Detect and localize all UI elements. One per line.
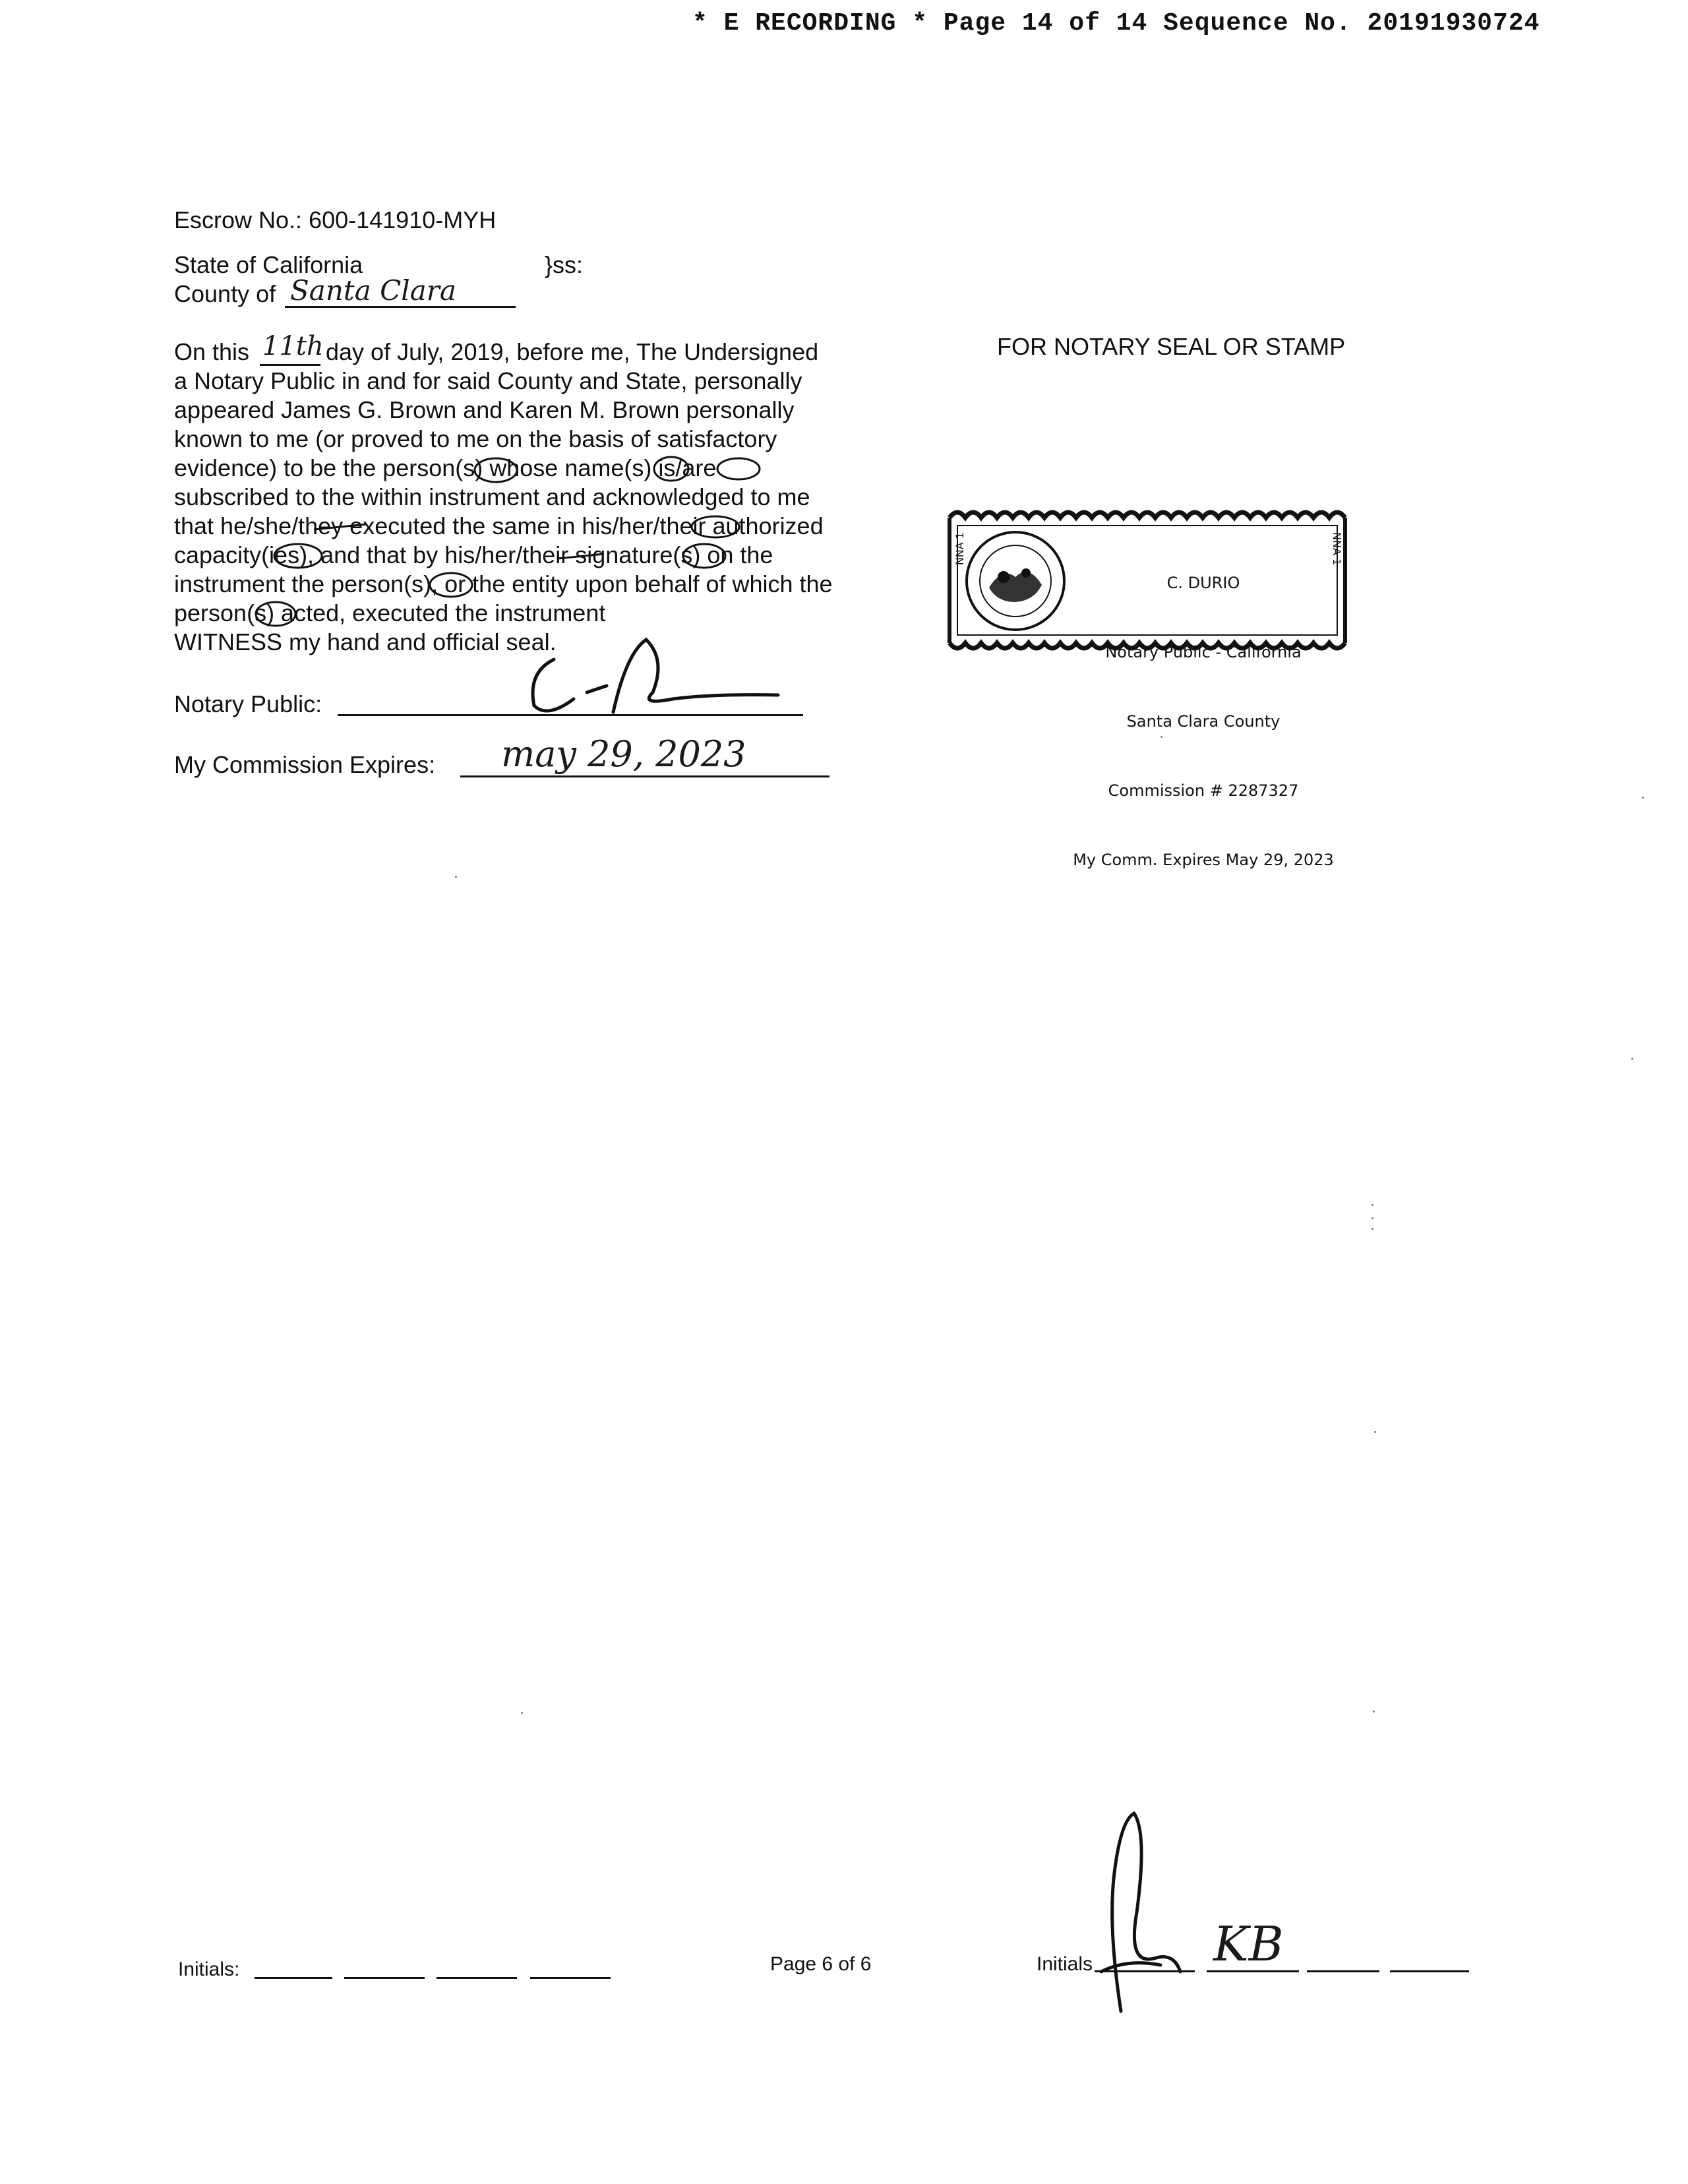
scan-speck <box>1372 1228 1373 1230</box>
ack-line-6: subscribed to the within instrument and acknowledged to me <box>174 483 810 510</box>
stamp-expires: My Comm. Expires May 29, 2023 <box>1073 851 1334 869</box>
county-handwritten: Santa Clara <box>290 274 456 307</box>
ack-line-10: person(s) acted, executed the instrument <box>174 599 606 626</box>
initials-left-label: Initials: <box>178 1958 240 1980</box>
initials-left-blank-2 <box>344 1977 425 1979</box>
initials-handwritten-kb: KB <box>1213 1916 1284 1972</box>
scan-speck <box>455 876 457 878</box>
stamp-title: Notary Public - California <box>1105 643 1302 661</box>
county-label: County of <box>174 280 276 307</box>
initials-right-blank-4 <box>1390 1970 1469 1972</box>
escrow-number: 600-141910-MYH <box>309 206 497 233</box>
ack-line-11: WITNESS my hand and official seal. <box>174 628 557 655</box>
ack-line-3: appeared James G. Brown and Karen M. Brown personally <box>174 396 795 423</box>
stamp-commission: Commission # 2287327 <box>1108 781 1299 800</box>
scan-speck <box>521 1712 523 1714</box>
ack-line-4: known to me (or proved to me on the basis of satisfactory <box>174 425 777 452</box>
commission-expires-handwritten: may 29, 2023 <box>501 733 746 775</box>
ack-line-5: evidence) to be the person(s) whose name(s) is/are <box>174 454 717 481</box>
stamp-notary-name: C. DURIO <box>1166 574 1240 592</box>
page-number: Page 6 of 6 <box>770 1953 872 1975</box>
scan-speck <box>1374 1431 1376 1433</box>
commission-expires-label: My Commission Expires: <box>174 751 436 778</box>
scan-speck <box>1160 736 1162 738</box>
ack-markup-strokes <box>0 0 923 659</box>
ack-line-8: capacity(ies), and that by his/her/their signature(s) on the <box>174 541 773 568</box>
initials-right-label: Initials <box>1037 1953 1093 1975</box>
initials-signature-jb <box>1081 1794 1200 2031</box>
scan-speck <box>1642 797 1644 799</box>
commission-underline <box>460 775 829 777</box>
notary-signature-scribble <box>514 633 791 725</box>
state-line: State of California <box>174 251 363 278</box>
stamp-county: Santa Clara County <box>1126 712 1281 731</box>
escrow-label: Escrow No.: <box>174 206 303 233</box>
recording-header: * E RECORDING * Page 14 of 14 Sequence No. 20191930724 <box>692 9 1540 38</box>
initials-right-blank-2 <box>1207 1970 1299 1972</box>
initials-left-blank-3 <box>437 1977 517 1979</box>
stamp-side-text-right: NNA 1 <box>1331 532 1343 566</box>
ack-line-7: that he/she/they executed the same in his/her/their authorized <box>174 512 824 539</box>
scan-speck <box>1631 1058 1633 1060</box>
notary-stamp <box>943 503 1352 869</box>
notary-public-label: Notary Public: <box>174 690 322 717</box>
ack-line-2: a Notary Public in and for said County and State, personally <box>174 367 802 394</box>
stamp-side-text-left: NNA 1 <box>953 532 966 566</box>
ss-mark: }ss: <box>545 251 584 278</box>
scan-speck <box>1372 1217 1373 1219</box>
initials-right-blank-3 <box>1307 1970 1379 1972</box>
initials-left-blank-4 <box>530 1977 611 1979</box>
initials-right-blank-1 <box>1095 1970 1195 1972</box>
seal-area-label: FOR NOTARY SEAL OR STAMP <box>997 333 1346 360</box>
initials-left-blank-1 <box>255 1977 332 1979</box>
stamp-lines <box>1068 526 1339 918</box>
ack-line-9: instrument the person(s), or the entity upon behalf of which the <box>174 570 833 597</box>
scan-speck <box>1373 1711 1375 1713</box>
scan-speck <box>1372 1204 1373 1206</box>
ack-day-handwritten: 11th <box>262 331 324 361</box>
ack-line-1: day of July, 2019, before me, The Undersigned <box>326 338 819 365</box>
ack-on-this: On this <box>174 338 250 365</box>
